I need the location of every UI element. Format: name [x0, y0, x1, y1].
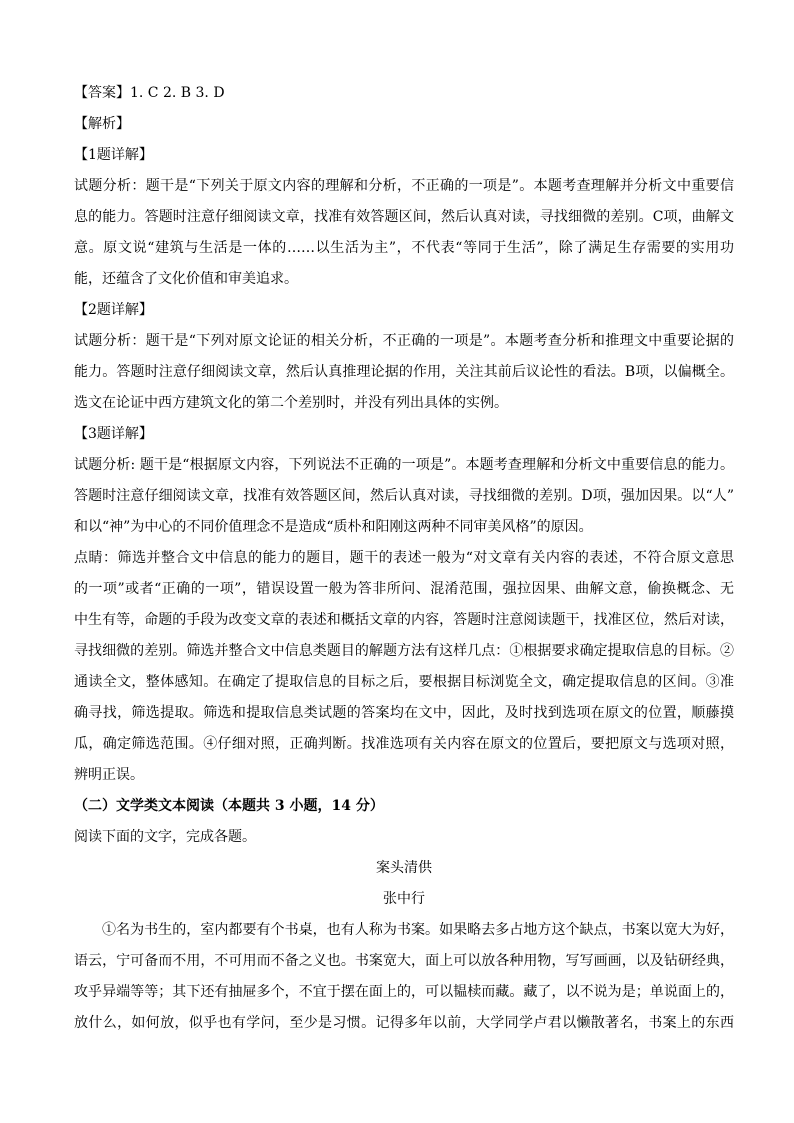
q2-text-line: 选文在论证中西方建筑文化的第二个差别时，并没有列出具体的实例。 [74, 395, 508, 411]
analysis-heading: 【解析】 [74, 116, 130, 132]
q1-text-line: 试题分析：题干是“下列关于原文内容的理解和分析，不正确的一项是”。本题考查理解并分析文中重要信 [74, 178, 734, 194]
section-instruction: 阅读下面的文字，完成各题。 [74, 829, 256, 845]
q2-text-line: 能力。答题时注意仔细阅读文章，然后认真推理论据的作用，关注其前后议论性的看法。B项，以偏概全。 [74, 364, 734, 380]
q1-text-line: 息的能力。答题时注意仔细阅读文章，找准有效答题区间，然后认真对读，寻找细微的差别。C项，曲解文 [74, 209, 734, 225]
q3-text-line: 和以“神”为中心的不同价值理念不是造成“质朴和阳刚这两种不同审美风格”的原因。 [74, 519, 593, 535]
q2-text-line: 试题分析：题干是“下列对原文论证的相关分析，不正确的一项是”。本题考查分析和推理文中重要论据的 [74, 333, 734, 349]
article-text-line: 攻乎异端等等；其下还有抽屉多个，不宜于摆在面上的，可以韫椟而藏。藏了，以不说为是；单说面上的， [74, 984, 734, 1000]
document-page [74, 78, 734, 1039]
article-title: 案头清供 [376, 860, 432, 876]
tip-text-line: 中生有等，命题的手段为改变文章的表述和概括文章的内容，答题时注意阅读题干，找准区位，然后对读， [74, 612, 734, 628]
article-text-line: 放什么，如何放，似乎也有学问，至少是习惯。记得多年以前，大学同学卢君以懒散著名，书案上的东西 [74, 1015, 734, 1031]
q1-text-line: 意。原文说“建筑与生活是一体的……以生活为主”，不代表“等同于生活”，除了满足生存需要的实用功 [74, 240, 734, 256]
q2-heading: 【2题详解】 [74, 302, 153, 318]
section-title: （二）文学类文本阅读（本题共 3 小题，14 分） [74, 798, 384, 814]
tip-text-line: 辨明正误。 [74, 767, 144, 783]
q1-heading: 【1题详解】 [74, 147, 153, 163]
answer-line: 【答案】1. C 2. B 3. D [74, 85, 225, 101]
tip-text-line: 确寻找，筛选提取。筛选和提取信息类试题的答案均在文中，因此，及时找到选项在原文的位置，顺藤摸 [74, 705, 734, 721]
q3-heading: 【3题详解】 [74, 426, 153, 442]
q1-text-line: 能，还蕴含了文化价值和审美追求。 [74, 271, 298, 287]
article-author: 张中行 [383, 891, 425, 907]
article-text-line: 语云，宁可备而不用，不可用而不备之义也。书案宽大，面上可以放各种用物，写写画画，以及钻研经典， [74, 953, 734, 969]
tip-text-line: 寻找细微的差别。筛选并整合文中信息类题目的解题方法有这样几点：①根据要求确定提取信息的目标。② [74, 643, 734, 659]
article-text-line: ①名为书生的，室内都要有个书桌，也有人称为书案。如果略去多占地方这个缺点，书案以宽大为好， [102, 922, 734, 938]
tip-text-line: 瓜，确定筛选范围。④仔细对照，正确判断。找准选项有关内容在原文的位置后，要把原文与选项对照， [74, 736, 734, 752]
tip-text-line: 点睛：筛选并整合文中信息的能力的题目，题干的表述一般为“对文章有关内容的表述，不符合原文意思 [74, 550, 734, 566]
q3-text-line: 试题分析: 题干是“根据原文内容，下列说法不正确的一项是”。本题考查理解和分析文中重要信息的能力。 [74, 457, 734, 473]
tip-text-line: 通读全文，整体感知。在确定了提取信息的目标之后，要根据目标浏览全文，确定提取信息的区间。③准 [74, 674, 734, 690]
tip-text-line: 的一项”或者“正确的一项”，错误设置一般为答非所问、混淆范围，强拉因果、曲解文意，偷换概念、无 [74, 581, 734, 597]
q3-text-line: 答题时注意仔细阅读文章，找准有效答题区间，然后认真对读，寻找细微的差别。D项，强加因果。以“人” [74, 488, 734, 504]
